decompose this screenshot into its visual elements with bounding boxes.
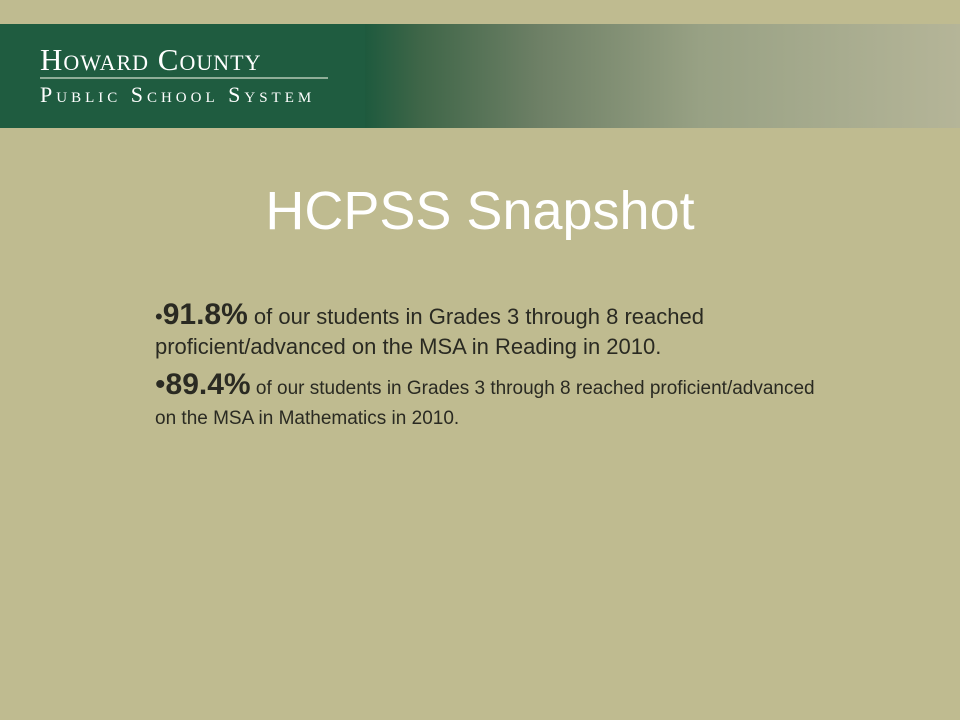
reading-stat: 91.8%: [162, 298, 248, 331]
bullet-math: [155, 370, 815, 434]
bullet-list: [155, 300, 815, 442]
logo-subtitle: Public School System: [40, 82, 316, 107]
math-text: of our students in Grades 3 through 8 reached proficient/advanced on the MSA in Mathematics in 2010.: [155, 378, 815, 429]
logo-divider: [40, 77, 328, 79]
bullet-marker: •: [155, 368, 166, 401]
slide-title: HCPSS Snapshot: [265, 181, 695, 241]
district-logo: [0, 24, 365, 128]
math-stat: 89.4%: [165, 368, 251, 401]
bullet-marker: •: [155, 304, 163, 329]
reading-text: of our students in Grades 3 through 8 reached proficient/advanced on the MSA in Reading in 2010.: [155, 304, 704, 359]
bullet-reading: [155, 300, 815, 362]
header-band: [0, 24, 960, 128]
logo-title: Howard County: [40, 42, 262, 77]
